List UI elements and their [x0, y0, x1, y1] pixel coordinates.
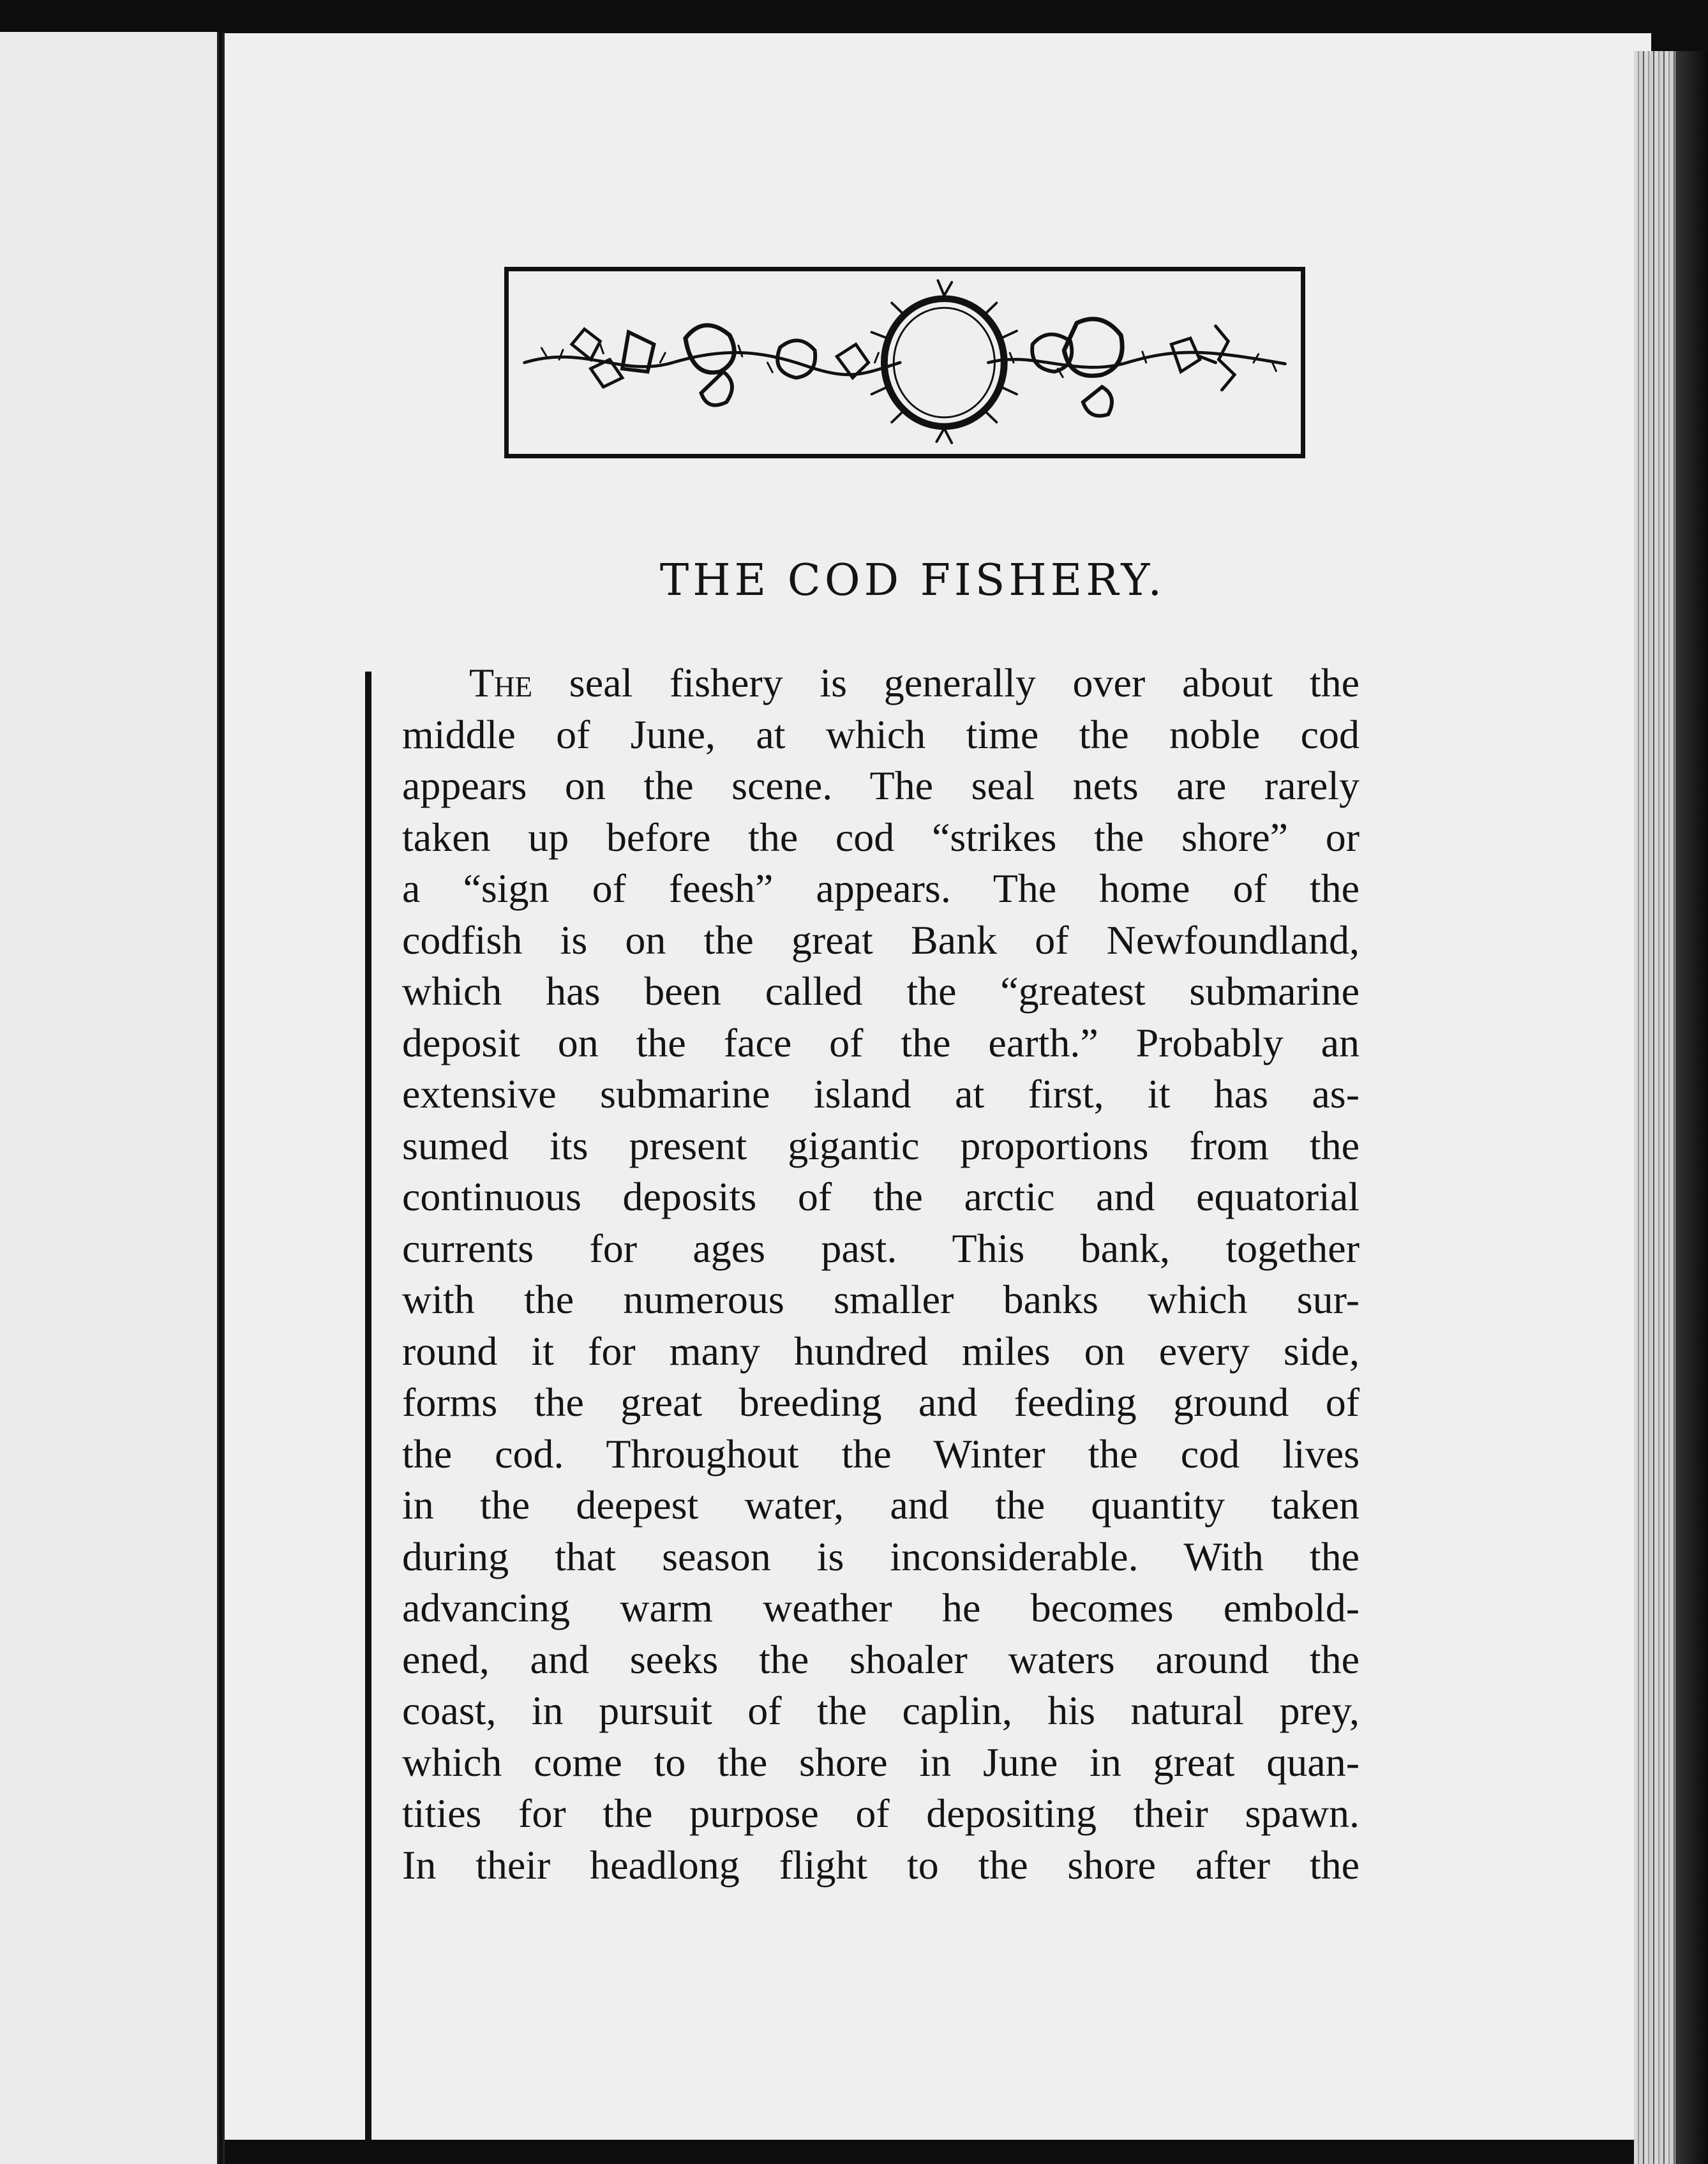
book-gutter: [217, 32, 225, 2164]
text-line: ened, and seeks the shoaler waters around the: [402, 1636, 1360, 1682]
text-line: taken up before the cod “strikes the shore” or: [402, 814, 1360, 860]
text-line: coast, in pursuit of the caplin, his natural prey,: [402, 1688, 1360, 1733]
text-line: which come to the shore in June in great quan-: [402, 1739, 1360, 1785]
text-line: the cod. Throughout the Winter the cod lives: [402, 1431, 1360, 1476]
text-line: codfish is on the great Bank of Newfoundland,: [402, 917, 1360, 963]
text-line: with the numerous smaller banks which sur-: [402, 1277, 1360, 1322]
body-paragraph: [402, 657, 1360, 1891]
text-line: middle of June, at which time the noble cod: [402, 711, 1360, 757]
text-line: in the deepest water, and the quantity taken: [402, 1482, 1360, 1528]
text-line: In their headlong flight to the shore after the: [402, 1842, 1360, 1888]
text-line: tities for the purpose of depositing their spawn.: [402, 1791, 1360, 1836]
text-line: which has been called the “greatest submarine: [402, 968, 1360, 1014]
text-line: currents for ages past. This bank, together: [402, 1225, 1360, 1271]
text-line: extensive submarine island at first, it has as-: [402, 1071, 1360, 1116]
cover-edge: [1675, 51, 1708, 2164]
text-line: a “sign of feesh” appears. The home of the: [402, 866, 1360, 911]
ornamental-headpiece: [504, 267, 1305, 458]
text-line: The seal fishery is generally over about the: [469, 660, 1360, 705]
text-line: continuous deposits of the arctic and equatorial: [402, 1174, 1360, 1219]
page-binding-shadow: [365, 672, 371, 2140]
text-line: round it for many hundred miles on every side,: [402, 1328, 1360, 1374]
text-line: advancing warm weather he becomes embold-: [402, 1585, 1360, 1630]
page-title: THE COD FISHERY.: [659, 555, 1166, 606]
thorn-wreath-icon: [509, 271, 1301, 454]
text-line: forms the great breeding and feeding ground of: [402, 1379, 1360, 1425]
drop-first-word: The: [469, 660, 533, 705]
text-line: appears on the scene. The seal nets are rarely: [402, 763, 1360, 808]
text-line: deposit on the face of the earth.” Probably an: [402, 1019, 1360, 1065]
text-line: sumed its present gigantic proportions from the: [402, 1122, 1360, 1168]
text-line: during that season is inconsiderable. With the: [402, 1533, 1360, 1579]
left-page-edge: [0, 32, 220, 2164]
